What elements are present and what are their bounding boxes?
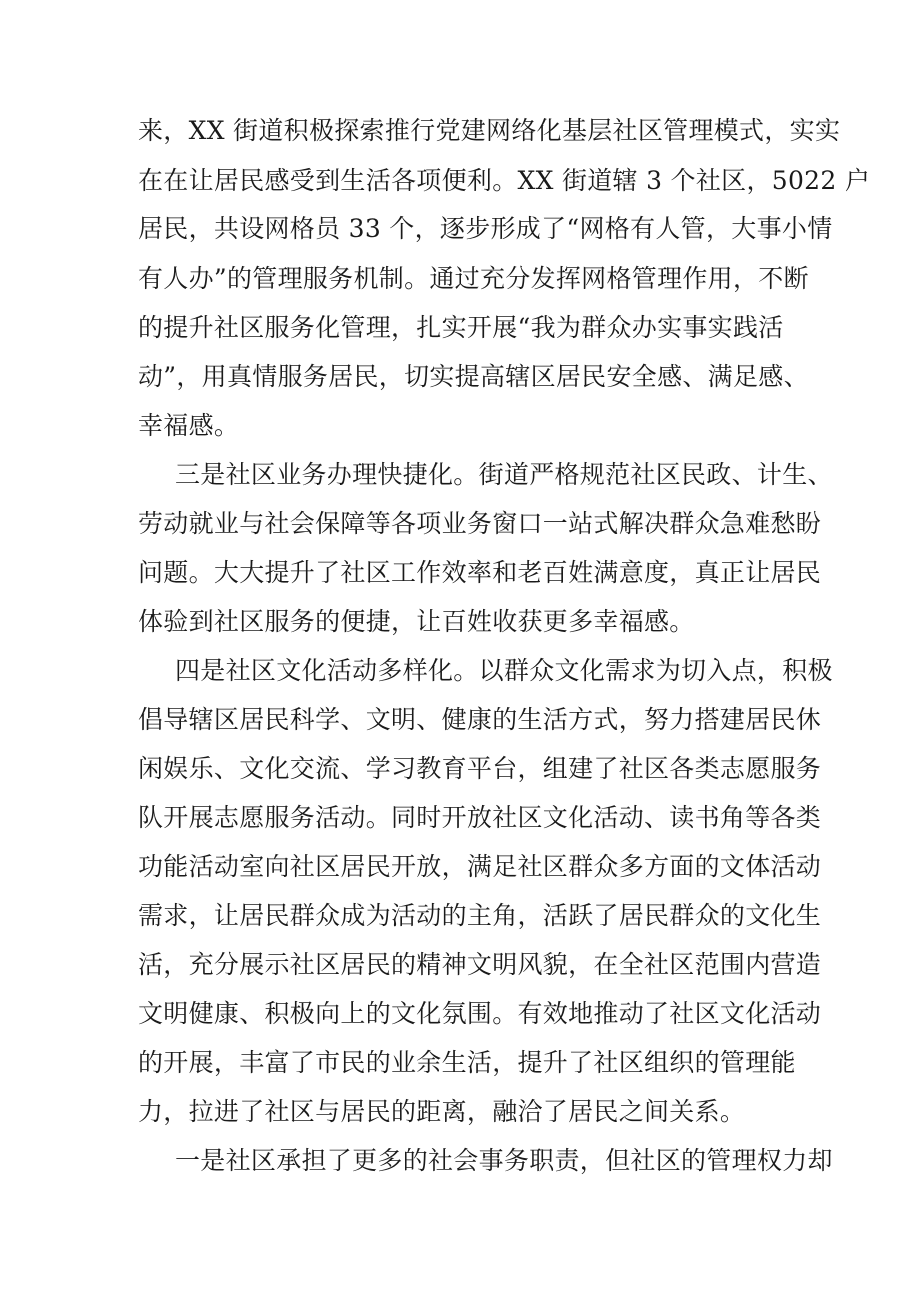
text-line: 来，XX 街道积极探索推行党建网络化基层社区管理模式，实实	[138, 116, 841, 145]
text-line: 功能活动室向社区居民开放，满足社区群众多方面的文体活动	[138, 852, 822, 881]
text-line: 倡导辖区居民科学、文明、健康的生活方式，努力搭建居民休	[138, 705, 822, 734]
text-line: 动”，用真情服务居民，切实提高辖区居民安全感、满足感、	[138, 362, 809, 391]
text-line: 文明健康、积极向上的文化氛围。有效地推动了社区文化活动	[138, 999, 822, 1028]
text-line: 需求，让居民群众成为活动的主角，活跃了居民群众的文化生	[138, 901, 822, 930]
text-line: 力，拉进了社区与居民的距离，融洽了居民之间关系。	[138, 1097, 746, 1126]
text-line: 的开展，丰富了市民的业余生活，提升了社区组织的管理能	[138, 1048, 796, 1077]
text-line: 队开展志愿服务活动。同时开放社区文化活动、读书角等各类	[138, 803, 822, 832]
text-line: 活，充分展示社区居民的精神文明风貌，在全社区范围内营造	[138, 950, 822, 979]
text-line: 问题。大大提升了社区工作效率和老百姓满意度，真正让居民	[138, 558, 822, 587]
text-line: 有人办”的管理服务机制。通过充分发挥网格管理作用，不断	[138, 264, 809, 293]
text-line: 体验到社区服务的便捷，让百姓收获更多幸福感。	[138, 607, 695, 636]
paragraph-start-line: 一是社区承担了更多的社会事务职责，但社区的管理权力却	[175, 1146, 833, 1175]
text-line: 居民，共设网格员 33 个，逐步形成了“网格有人管，大事小情	[138, 214, 833, 243]
text-line: 在在让居民感受到生活各项便利。XX 街道辖 3 个社区，5022 户	[138, 166, 871, 195]
text-line: 幸福感。	[138, 411, 240, 440]
paragraph-start-line: 三是社区业务办理快捷化。街道严格规范社区民政、计生、	[175, 460, 833, 489]
text-line: 的提升社区服务化管理，扎实开展“我为群众办实事实践活	[138, 313, 784, 342]
paragraph-start-line: 四是社区文化活动多样化。以群众文化需求为切入点，积极	[175, 656, 833, 685]
text-line: 闲娱乐、文化交流、学习教育平台，组建了社区各类志愿服务	[138, 754, 822, 783]
text-line: 劳动就业与社会保障等各项业务窗口一站式解决群众急难愁盼	[138, 509, 822, 538]
